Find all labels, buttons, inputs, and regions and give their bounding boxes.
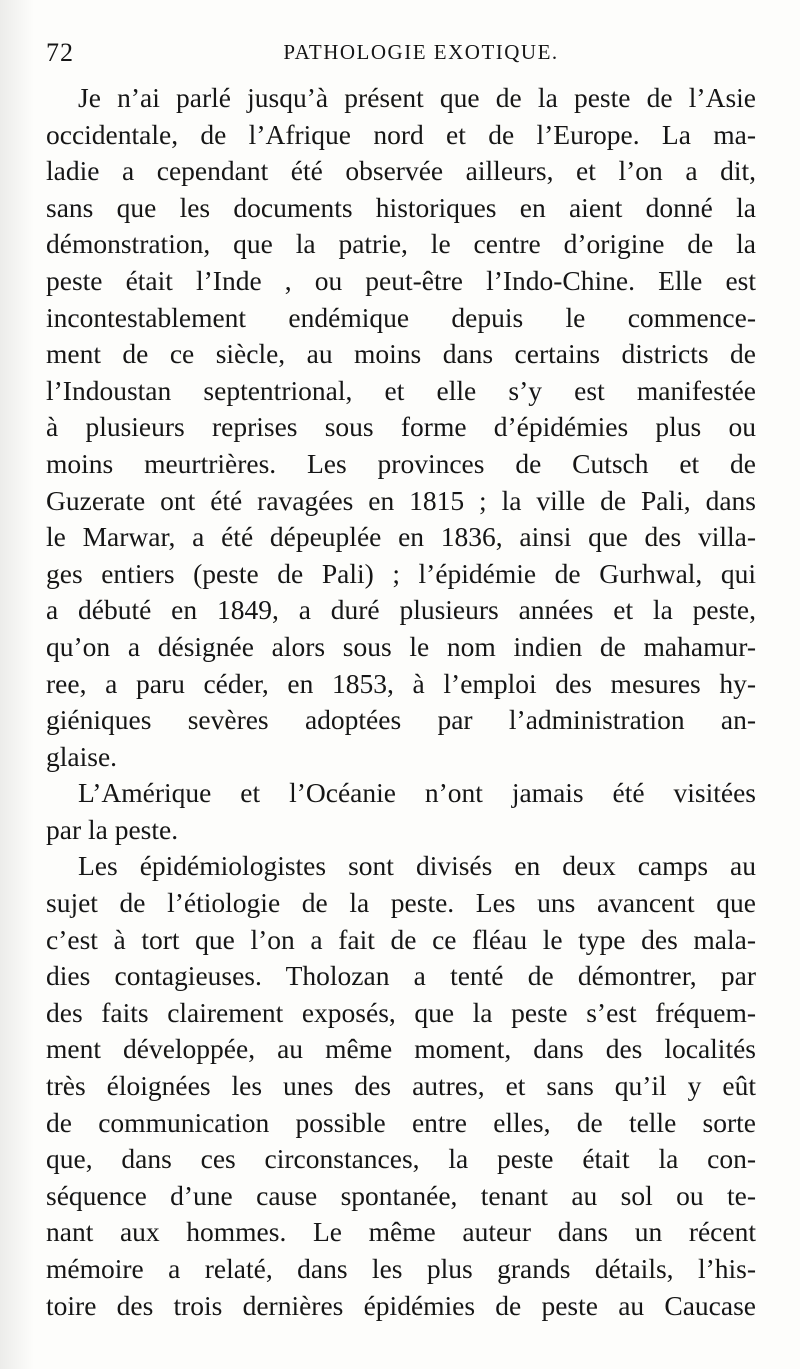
text-line: par la peste. — [46, 813, 179, 845]
body-text — [46, 80, 756, 1324]
text-line: occidentale, de l’Afrique nord et de l’Europe. La ma- — [46, 118, 756, 150]
text-line: le Marwar, a été dépeuplée en 1836, ainsi que des villa- — [46, 521, 756, 553]
text-line: incontestablement endémique depuis le commence- — [46, 301, 756, 333]
text-line: qu’on a désignée alors sous le nom indien de mahamur- — [46, 630, 756, 662]
text-line: moins meurtrières. Les provinces de Cutsch et de — [46, 447, 756, 479]
text-line: démonstration, que la patrie, le centre d’origine de la — [46, 228, 756, 260]
text-line: que, dans ces circonstances, la peste était la con- — [46, 1143, 756, 1175]
running-head — [46, 34, 756, 80]
text-line: ges entiers (peste de Pali) ; l’épidémie de Gurhwal, qui — [46, 557, 756, 589]
text-line: c’est à tort que l’on a fait de ce fléau le type des mala- — [46, 923, 756, 955]
page-number: 72 — [46, 38, 74, 67]
text-line: a débuté en 1849, a duré plusieurs années et la peste, — [46, 594, 756, 626]
text-line: giéniques sevères adoptées par l’administration an- — [46, 704, 756, 736]
text-line: ment de ce siècle, au moins dans certains districts de — [46, 338, 756, 370]
text-line: ree, a paru céder, en 1853, à l’emploi des mesures hy- — [46, 667, 756, 699]
text-line: toire des trois dernières épidémies de peste au Caucase — [46, 1289, 756, 1321]
text-line: ment développée, au même moment, dans des localités — [46, 1033, 756, 1065]
running-title: PATHOLOGIE EXOTIQUE. — [283, 40, 559, 64]
text-line: Les épidémiologistes sont divisés en deux camps au — [78, 850, 756, 882]
text-line: glaise. — [46, 740, 118, 772]
text-line: à plusieurs reprises sous forme d’épidémies plus ou — [46, 411, 756, 443]
text-line: Je n’ai parlé jusqu’à présent que de la peste de l’Asie — [78, 82, 756, 113]
text-line: L’Amérique et l’Océanie n’ont jamais été visitées — [78, 777, 756, 809]
text-line: de communication possible entre elles, de telle sorte — [46, 1106, 756, 1138]
text-line: des faits clairement exposés, que la peste s’est fréquem- — [46, 996, 756, 1028]
text-line: très éloignées les unes des autres, et sans qu’il y eût — [46, 1070, 756, 1102]
text-line: ladie a cependant été observée ailleurs, et l’on a dit, — [46, 155, 756, 187]
text-line: Guzerate ont été ravagées en 1815 ; la ville de Pali, dans — [46, 484, 756, 516]
text-line: dies contagieuses. Tholozan a tenté de démontrer, par — [46, 960, 756, 992]
text-line: mémoire a relaté, dans les plus grands détails, l’his- — [46, 1253, 756, 1284]
text-line: sans que les documents historiques en aient donné la — [46, 191, 756, 223]
text-line: peste était l’Inde , ou peut-être l’Indo-Chine. Elle est — [46, 264, 756, 296]
text-line: l’Indoustan septentrional, et elle s’y est manifestée — [46, 374, 756, 406]
text-line: sujet de l’étiologie de la peste. Les uns avancent que — [46, 887, 756, 919]
text-line: nant aux hommes. Le même auteur dans un récent — [46, 1216, 756, 1248]
text-line: séquence d’une cause spontanée, tenant au sol ou te- — [46, 1179, 756, 1211]
